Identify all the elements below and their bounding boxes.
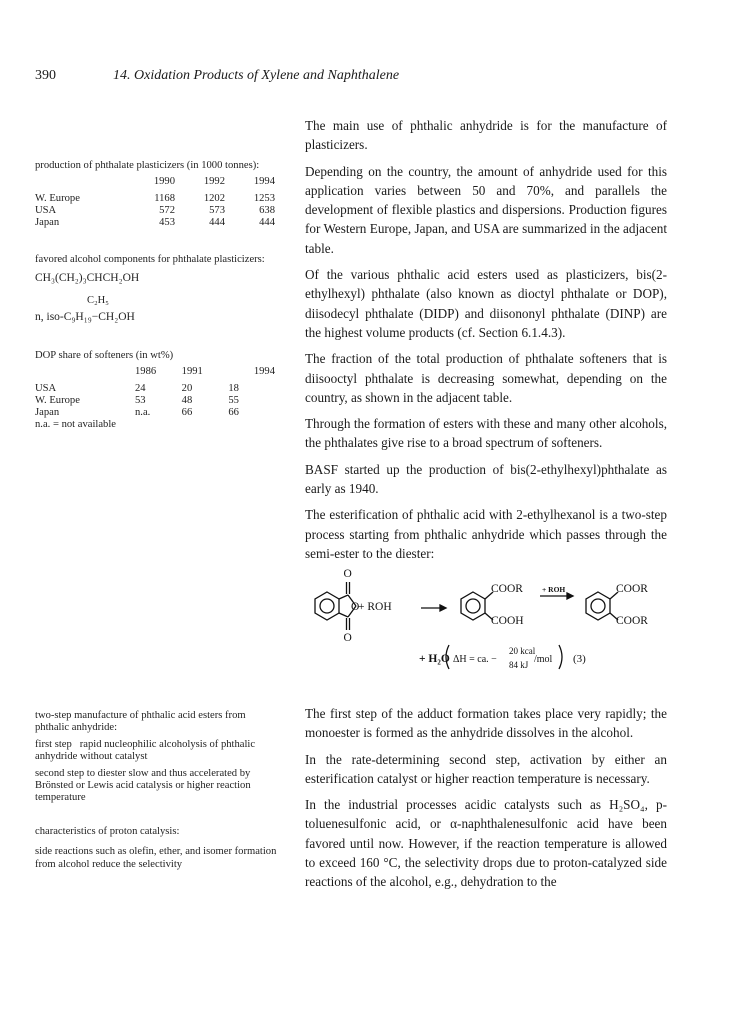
region-cell: Japan [35, 407, 60, 419]
formula-nonyl-alcohol: n, iso-C₉H₁₉−CH₂OH [35, 311, 135, 324]
year-cell: 1994 [253, 176, 275, 188]
equation-number: (3) [573, 653, 586, 665]
coor-label: COOR [616, 615, 648, 627]
year-cell: 1990 [153, 176, 175, 188]
alcohols-caption: favored alcohol components for phthalate plasticizers: [35, 254, 265, 265]
value-cell: 1168 [154, 193, 175, 205]
value-cell: 66 [181, 407, 193, 419]
production-table [35, 176, 275, 229]
arrow-head [440, 605, 446, 611]
sidenote-alcohols [35, 254, 278, 324]
page-header [35, 68, 399, 84]
kj-value: 84 kJ [509, 660, 529, 670]
sidenote-two-step [35, 710, 278, 809]
carbonyl-o-label: O [343, 568, 352, 580]
table-row [35, 217, 275, 229]
region-cell: Japan [35, 217, 60, 229]
paragraph: The main use of phthalic anhydride is for the manufacture of plasticizers. [305, 118, 667, 153]
value-cell: n.a. [135, 407, 151, 419]
value-cell: 55 [228, 395, 239, 407]
value-cell: 18 [228, 383, 239, 395]
diester-structure [586, 592, 618, 620]
value-cell: 20 [181, 383, 193, 395]
main-text-lower [305, 704, 667, 899]
monoester-structure [461, 592, 493, 620]
paragraph: In the industrial processes acidic catalysts such as H₂SO₄, p-toluenesulfonic acid, or α-naphthalenesulfonic acid have been favored until now. However, if the reaction temperature is allowed to exceed 160 °C, the selectivity drops due to proton-catalyzed side reactions of the alcohol, e.g., dehydration to the [305, 797, 667, 890]
region-cell: USA [35, 383, 57, 395]
production-caption: production of phthalate plasticizers (in 1000 tonnes): [35, 160, 260, 171]
region-cell: USA [35, 205, 57, 217]
formula-ethyl-branch: C₂H₅ [87, 294, 109, 306]
value-cell: 638 [259, 205, 275, 217]
running-title: 14. Oxidation Products of Xylene and Naphthalene [113, 68, 400, 83]
table-row [35, 383, 275, 395]
reaction-scheme [305, 565, 667, 690]
dop-caption: DOP share of softeners (in wt%) [35, 350, 174, 361]
year-cell: 1991 [181, 366, 203, 378]
coor-label: COOR [616, 583, 648, 595]
paragraph: In the rate-determining second step, activation by either an esterification catalyst or higher reaction temperature is necessary. [305, 751, 667, 786]
formula-2-ethylhexanol: CH₃(CH₂)₃CHCH₂OH [35, 272, 140, 285]
ring-o-label: O [351, 601, 360, 613]
esterification-equation [305, 565, 667, 685]
year-cell: 1992 [203, 176, 225, 188]
proton-note: side reactions such as olefin, ether, and isomer formation from alcohol reduce the selectivity [35, 846, 277, 870]
second-step-note: second step to diester slow and thus accelerated by Brönsted or Lewis acid catalysis or higher reaction temperature [35, 767, 251, 804]
value-cell: 444 [209, 217, 225, 229]
enthalpy-label: ΔH = ca. − [453, 654, 497, 665]
value-cell: 444 [259, 217, 275, 229]
table-row [35, 407, 275, 419]
dop-table [35, 366, 275, 419]
plus-water-label: + H₂O [419, 653, 450, 665]
value-cell: 53 [135, 395, 146, 407]
table-footnote: n.a. = not available [35, 419, 116, 431]
paragraph: Of the various phthalic acid esters used as plasticizers, bis(2-ethylhexyl) phthalate (also known as dioctyl phthalate or DOP), diisodecyl phthalate (DIDP) and diisononyl phthalate (DINP) are the highest volume products (cf. Section 6.1.4.3). [305, 267, 667, 340]
value-cell: 48 [181, 395, 193, 407]
plus-roh-label: + ROH [358, 601, 392, 613]
paragraph: The first step of the adduct formation takes place very rapidly; the monoester is formed as the anhydride dissolves in the alcohol. [305, 706, 667, 741]
region-cell: W. Europe [35, 193, 80, 205]
value-cell: 24 [135, 383, 146, 395]
year-cell: 1994 [253, 366, 275, 378]
table-row [35, 193, 275, 205]
value-cell: 66 [228, 407, 239, 419]
table-row [35, 395, 275, 407]
value-cell: 573 [209, 205, 225, 217]
phthalic-anhydride-structure [315, 582, 356, 630]
paragraph: The fraction of the total production of phthalate softeners that is diisooctyl phthalate is decreasing somewhat, depending on the country, as shown in the adjacent table. [305, 351, 667, 405]
value-cell: 572 [159, 205, 175, 217]
paragraph: Through the formation of esters with these and many other alcohols, the phthalates give rise to a broad spectrum of softeners. [305, 416, 667, 451]
value-cell: 1202 [203, 193, 225, 205]
table-header-row [35, 366, 275, 378]
table-header-row [35, 176, 275, 188]
main-text-upper [305, 116, 667, 570]
year-cell: 1986 [135, 366, 157, 378]
kcal-value: 20 kcal [509, 646, 536, 656]
first-step-note: first step rapid nucleophilic alcoholysis of phthalic anhydride without catalyst [35, 738, 258, 763]
arrow-head [567, 593, 573, 599]
coor-label: COOR [491, 583, 523, 595]
two-step-caption: two-step manufacture of phthalic acid esters from phthalic anhydride: [35, 710, 246, 734]
carbonyl-o-label: O [343, 632, 352, 644]
page-number: 390 [35, 68, 56, 83]
paragraph: Depending on the country, the amount of anhydride used for this application varies between 50 and 70%, and parallels the development of flexible plastics and dispersions. Production figures for Western Europe, Japan, and USA are summarized in the adjacent table. [305, 163, 667, 256]
table-row [35, 205, 275, 217]
per-mol-label: /mol [534, 654, 553, 665]
value-cell: 1253 [253, 193, 275, 205]
value-cell: 453 [159, 217, 175, 229]
paragraph: BASF started up the production of bis(2-ethylhexyl)phthalate as early as 1940. [305, 461, 667, 497]
proton-caption: characteristics of proton catalysis: [35, 826, 180, 837]
sidenote-production [35, 160, 278, 229]
sidenote-dop-share [35, 350, 278, 432]
sidenote-proton-catalysis [35, 826, 278, 875]
region-cell: W. Europe [35, 395, 80, 407]
roh-arrow-label: + ROH [542, 585, 566, 594]
paragraph: The esterification of phthalic acid with 2-ethylhexanol is a two-step process starting from phthalic anhydride which passes through the semi-ester to the diester: [305, 507, 667, 561]
cooh-label: COOH [491, 615, 524, 627]
